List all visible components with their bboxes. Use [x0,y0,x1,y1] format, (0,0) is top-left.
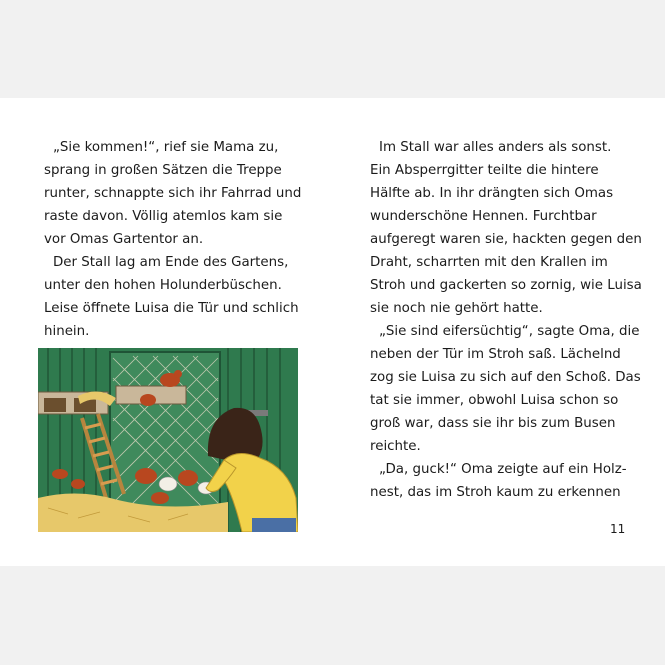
text-line: raste davon. Völlig atemlos kam sie [44,209,283,224]
text-line: reichte. [370,439,421,454]
text-line: Im Stall war alles anders als sonst. [379,140,612,155]
text-line: Der Stall lag am Ende des Gartens, [53,255,289,270]
text-line: Hälfte ab. In ihr drängten sich Omas [370,186,614,201]
book-page [0,98,665,566]
page-number: 11 [610,522,626,536]
text-line: vor Omas Gartentor an. [44,232,204,247]
barn-illustration [38,348,298,532]
right-text-column [370,136,642,504]
text-line: sprang in großen Sätzen die Treppe [44,163,282,178]
text-line: Draht, scharrten mit den Krallen im [370,255,608,270]
left-text-column [44,136,301,343]
text-line: zog sie Luisa zu sich auf den Schoß. Das [370,370,641,385]
text-line: „Sie kommen!“, rief sie Mama zu, [53,140,279,155]
text-line: Ein Absperrgitter teilte die hintere [370,163,599,178]
text-line: „Da, guck!“ Oma zeigte auf ein Holz- [379,462,627,477]
text-line: tat sie immer, obwohl Luisa schon so [370,393,619,408]
text-line: hinein. [44,324,90,339]
text-line: unter den hohen Holunderbüschen. [44,278,282,293]
text-line: „Sie sind eifersüchtig“, sagte Oma, die [379,324,640,339]
text-line: groß war, dass sie ihr bis zum Busen [370,416,616,431]
text-line: aufgeregt waren sie, hackten gegen den [370,232,642,247]
text-line: wunderschöne Hennen. Furchtbar [370,209,597,224]
text-line: Stroh und gackerten so zornig, wie Luisa [370,278,642,293]
text-line: sie noch nie gehört hatte. [370,301,543,316]
text-line: neben der Tür im Stroh saß. Lächelnd [370,347,621,362]
text-line: Leise öffnete Luisa die Tür und schlich [44,301,299,316]
text-line: nest, das im Stroh kaum zu erkennen [370,485,621,500]
text-line: runter, schnappte sich ihr Fahrrad und [44,186,302,201]
